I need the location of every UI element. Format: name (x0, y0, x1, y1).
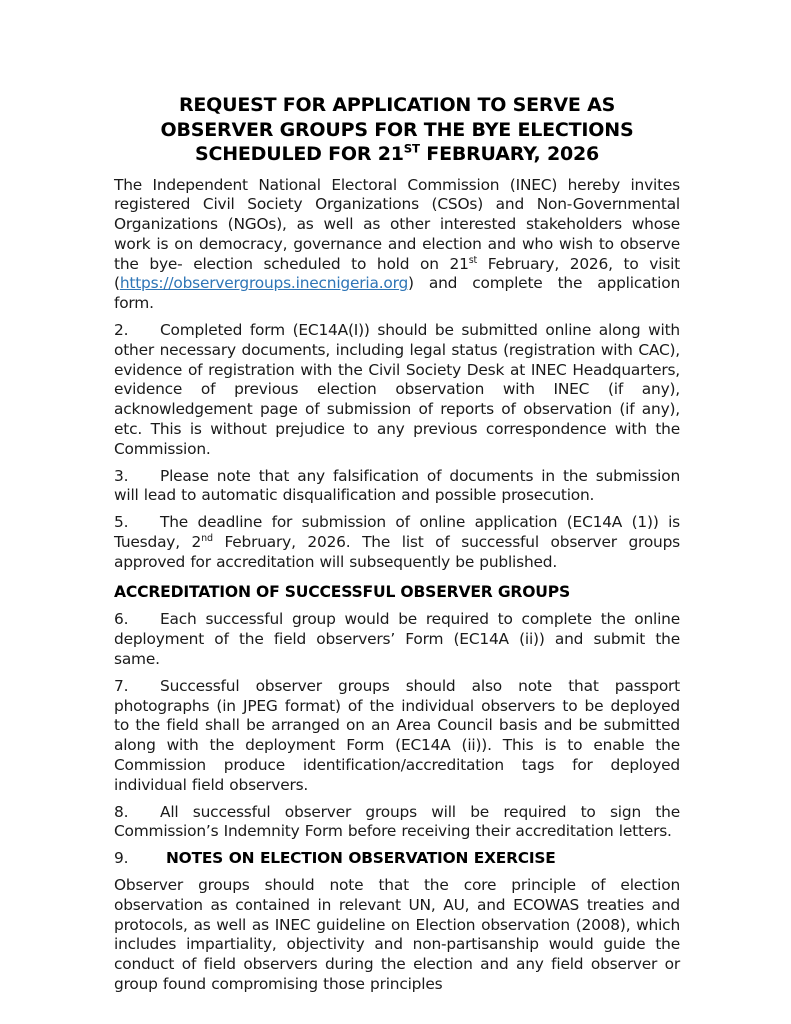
paragraph-2-number: 2. (114, 321, 129, 340)
title-line-3: SCHEDULED FOR 21 (194, 143, 404, 165)
paragraph-7-number: 7. (114, 676, 129, 695)
paragraph-6-text: Each successful group would be required to complete the online deployment of the field observers’ Form (EC14A (ii)) and submit the same. (114, 610, 680, 669)
document-title (114, 93, 680, 167)
paragraph-5-text: The deadline for submission of online application (EC14A (1)) is Tuesday, 2 (114, 513, 680, 552)
paragraph-2-text: Completed form (EC14A(I)) should be submitted online along with other necessary documents, including legal status (registration with CAC), evidence of registration with the Civil Society Desk at INEC Headquarters, evidence of previous election observation with INEC (if any), acknowledgement page of submission of reports of observation (if any), etc. This is without prejudice to any previous correspondence with the Commission. (114, 321, 680, 458)
title-ordinal-superscript: ST (403, 141, 420, 156)
intro-ordinal-superscript: st (468, 254, 478, 266)
document-body (114, 93, 680, 1002)
paragraph-8-number: 8. (114, 802, 129, 821)
title-line-2: OBSERVER GROUPS FOR THE BYE ELECTIONS (160, 118, 634, 141)
paragraph-10 (114, 876, 680, 995)
paragraph-3-text: Please note that any falsification of documents in the submission will lead to automatic disqualification and possible prosecution. (114, 466, 680, 505)
paragraph-6-number: 6. (114, 610, 129, 629)
paragraph-7-text: Successful observer groups should also note that passport photographs (in JPEG format) of the individual observers to be deployed to the field shall be arranged on an Area Council basis and be submitted along with the deployment Form (EC14A (ii)). This is to enable the Commission produce identification/accreditation tags for deployed individual field observers. (114, 676, 680, 794)
paragraph-10-text: Observer groups should note that the core principle of election observation as contained in relevant UN, AU, and ECOWAS treaties and protocols, as well as INEC guideline on Election observation (2008), which includes impartiality, objectivity and non-partisanship would guide the conduct of field observers during the election and any field observer or group found compromising those principles (114, 876, 680, 993)
paragraph-5-text-end: February, 2026. The list of successful observer groups approved for accreditation will subsequently be published. (114, 533, 680, 571)
paragraph-6 (114, 610, 680, 669)
section-heading-accreditation: ACCREDITATION OF SUCCESSFUL OBSERVER GROUPS (114, 582, 571, 601)
paragraph-7 (114, 677, 680, 796)
intro-text-end: ) and complete the application form. (114, 274, 680, 313)
observer-portal-link[interactable]: https://observergroups.inecnigeria.org (119, 274, 409, 293)
paragraph-5 (114, 513, 680, 572)
paragraph-5-ordinal-superscript: nd (201, 532, 213, 544)
paragraph-2 (114, 321, 680, 460)
paragraph-5-number: 5. (114, 513, 129, 532)
paragraph-9-number: 9. (114, 849, 129, 868)
paragraph-9-heading-row (114, 849, 680, 869)
intro-text: The Independent National Electoral Commission (INEC) hereby invites registered Civil Society Organizations (CSOs) and Non-Governmental Organizations (NGOs), as well as other interested stakeholders whose work is on democracy, governance and election and who wish to observe the bye- election scheduled to hold on 21 (114, 175, 680, 273)
paragraph-intro (114, 176, 680, 315)
paragraph-8 (114, 803, 680, 843)
paragraph-3 (114, 467, 680, 507)
paragraph-8-text: All successful observer groups will be required to sign the Commission’s Indemnity Form before receiving their accreditation letters. (114, 802, 680, 841)
title-line-3-end: FEBRUARY, 2026 (419, 143, 600, 165)
section-heading-notes: NOTES ON ELECTION OBSERVATION EXERCISE (166, 849, 556, 868)
paragraph-3-number: 3. (114, 466, 129, 485)
intro-text-mid: February, 2026, to visit ( (114, 254, 680, 293)
title-line-1: REQUEST FOR APPLICATION TO SERVE AS (178, 94, 616, 116)
